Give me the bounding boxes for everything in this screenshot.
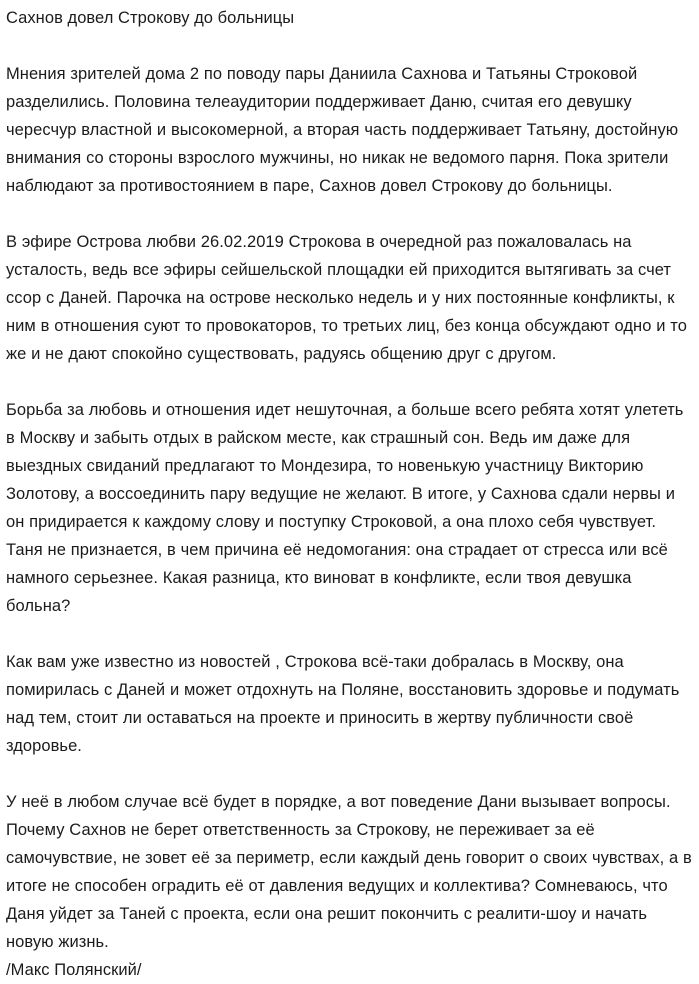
article-paragraph-5: У неё в любом случае всё будет в порядке, а вот поведение Дани вызывает вопросы. Почему Сахнов не берет ответственность за Строкову, не переживает за её самочувствие, не зовет её за периметр, если каждый день говорит о своих чувствах, а в итоге не способен оградить её от давления ведущих и коллектива? Сомневаюсь, что Даня уйдет за Таней с проекта, если она решит покончить с реалити-шоу и начать новую жизнь. (6, 793, 692, 951)
headline-body-spacer (6, 32, 692, 60)
article-paragraph-2: В эфире Острова любви 26.02.2019 Строкова в очередной раз пожаловалась на усталость, ведь все эфиры сейшельской площадки ей приходится вытягивать за счет ссор с Даней. Парочка на острове несколько недель и у них постоянные конфликты, к ним в отношения суют то провокаторов, то третьих лиц, без конца обсуждают одно и то же и не дают спокойно существовать, радуясь общению друг с другом. (6, 233, 687, 363)
article-byline: /Макс Полянский/ (6, 961, 142, 979)
article-paragraph-3: Борьба за любовь и отношения идет нешуточная, а больше всего ребята хотят улететь в Москву и забыть отдых в райском месте, как страшный сон. Ведь им даже для выездных свиданий предлагают то Мондезира, то новенькую участницу Викторию Золотову, а воссоединить пару ведущие не желают. В итоге, у Сахнова сдали нервы и он придирается к каждому слову и поступку Строковой, а она плохо себя чувствует. Таня не признается, в чем причина её недомогания: она страдает от стресса или всё намного серьезнее. Какая разница, кто виноват в конфликте, если твоя девушка больна? (6, 401, 684, 615)
article-headline: Сахнов довел Строкову до больницы (6, 9, 295, 27)
article-paragraph-4: Как вам уже известно из новостей , Строкова всё-таки добралась в Москву, она помирилась с Даней и может отдохнуть на Поляне, восстановить здоровье и подумать над тем, стоит ли оставаться на проекте и приносить в жертву публичности своё здоровье. (6, 653, 680, 755)
article-paragraph-1: Мнения зрителей дома 2 по поводу пары Даниила Сахнова и Татьяны Строковой разделились. Половина телеаудитории поддерживает Даню, считая его девушку чересчур властной и высокомерной, а вторая часть поддерживает Татьяну, достойную внимания со стороны взрослого мужчины, но никак не ведомого парня. Пока зрители наблюдают за противостоянием в паре, Сахнов довел Строкову до больницы. (6, 65, 679, 195)
